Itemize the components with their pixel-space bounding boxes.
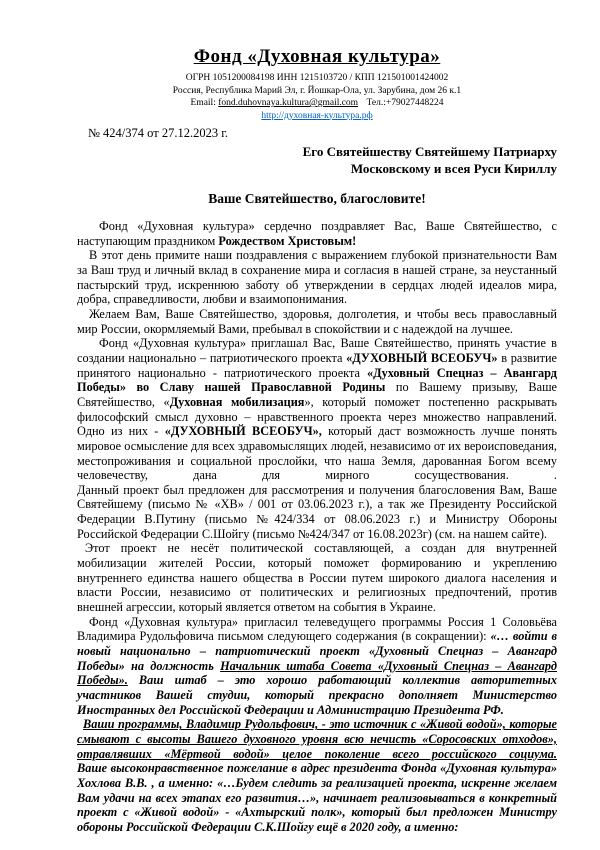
text-segment: В этот день примите наши поздравления с выражением глубокой признательности Вам за Ваш труд и личный вклад в сохранение мира и согласия в нашей стране, за неустанный пастырский труд, искреннюю заботу об утверждении в сердцах людей идеалов мира, добра, справедливости, любви и взаимопонимания. (77, 248, 557, 307)
paragraph (77, 761, 557, 834)
phone-number: Тел.:+79027448224 (366, 98, 444, 108)
email-link[interactable]: fond.duhovnaya.kultura@gmail.com (218, 98, 359, 108)
text-segment: Данный проект был предложен для рассмотрения и получения благословения Вам, Ваше Святейшему (письмо № «ХВ» / 001 от 03.06.2023 г.), а так же Президенту Российской Федерации В.Путину (письмо №424/334 от 08.06.2023 г.) и Министру Обороны Российской Федерации С.Шойгу (письмо №424/347 от 16.08.2023г) (см. на нашем сайте). (77, 482, 557, 541)
ref-number: № 424/374 от 27.12.2023 г. (88, 126, 229, 140)
addressee-line: Его Святейшеству Святейшему Патриарху (302, 144, 557, 159)
text-segment: Этот проект не несёт политической составляющей, а создан для внутренней мобилизации жителей России, который поможет формированию и укреплению внутреннего единства нашего общества в России путем широкого диалога населения и власти России, независимо от политических и религиозных предпочтений, против внешней агрессии, который является ответом на события в Украине. (77, 541, 557, 615)
email-label: Email: (190, 98, 216, 108)
addressee-line: Московскому и всея Руси Кириллу (350, 160, 557, 176)
text-segment: Желаем Вам, Ваше Святейшество, здоровья, долголетия, и чтобы весь православный мир России, окормляемый Вами, пребывал в спокойствии и с надеждой на лучшее. (77, 306, 557, 336)
text-segment: Ваш штаб – это хорошо работающий коллектив авторитетных участников Вашей студии, который прекрасно дополняет Министерство Иностранных дел Российской Федерации и Администрацию Президента РФ. (77, 673, 557, 717)
org-registration: ОГРН 1051200084198 ИНН 1215103720 / КПП 121501001424002 (185, 73, 449, 83)
text-segment: Фонд «Духовная культура» приглашал Вас, Ваше Святейшество, принять участие в создании национально – патриотического проекта (77, 336, 557, 365)
org-title: Фонд «Духовная культура» (193, 46, 441, 67)
paragraph (77, 615, 557, 718)
text-segment: «ДУХОВНЫЙ ВСЕОБУЧ» (346, 350, 498, 365)
org-address: Россия, Республика Марий Эл, г. Йошкар-Ола, ул. Зарубина, дом 26 к.1 (172, 85, 462, 96)
text-segment: Начальник штаба Совета «Духовный Спецназ – Авангард Победы». (77, 658, 557, 688)
letter-body (77, 219, 557, 835)
text-segment: Ваше высоконравственное пожелание в адрес президента Фонда «Духовная культура» Хохлова В.В. , а именно: «…Будем следить за реализацией проекта, искренне желаем Вам удачи на всех этапах его развития…», начинает реализовываться в конкретный проект с «Живой водой» - «Ахтырский полк», который был предложен Министру обороны Российской Федерации С.К.Шойгу ещё в 2020 году, а именно: (77, 761, 557, 834)
text-segment: по Вашему призыву, Ваше Святейшество, « (77, 380, 558, 409)
text-segment: Духовная мобилизация (169, 394, 305, 409)
org-contact (77, 97, 557, 110)
text-segment: », который поможет постепенно раскрывать философский смысл духовно – нравственного проекта через множество направлений. Одно из них - (77, 394, 557, 439)
paragraph (77, 248, 557, 307)
text-segment: «Духовный Спецназ – Авангард Победы» во Славу нашей Православной Родины (77, 365, 557, 395)
text-segment: который даст возможность лучше понять мировое осмысление для всех здравомыслящих людей, независимо от их вероисповедания, местопроживания и социальной прослойки, что наша Земля, дарованная Богом всему человечеству, дана для мирного сосуществования. . (77, 424, 557, 483)
paragraph (77, 541, 557, 614)
text-segment: в развитие принятого национально - патриотического проекта (77, 350, 557, 380)
paragraph (77, 307, 557, 336)
paragraph (77, 219, 557, 248)
addressee-block (77, 144, 557, 177)
paragraph (77, 483, 557, 542)
text-segment: Рождеством Христовым! (218, 233, 357, 248)
text-segment: Фонд «Духовная культура» пригласил телеведущего программы Россия 1 Соловьёва Владимира Рудольфовича письмом следующего содержания (в сокращении): (77, 614, 557, 644)
text-segment: Ваши программы, Владимир Рудольфович, - это источник с «Живой водой», которые смывают с высоты Вашего духовного уровня всю нечисть «Соросовских отходов», отравлявших «Мёртвой водой» целое поколение всего российского социума. (77, 717, 557, 761)
text-segment: Фонд «Духовная культура» сердечно поздравляет Вас, Ваше Святейшество, с наступающим праздником (77, 219, 557, 248)
text-segment: «ДУХОВНЫЙ ВСЕОБУЧ», (164, 424, 322, 439)
paragraph (77, 336, 557, 483)
salutation: Ваше Святейшество, благословите! (208, 191, 426, 206)
website-link[interactable]: http://духовная-культура.рф (261, 110, 373, 121)
text-segment: «… войти в новый национально – патриотический проект «Духовный Спецназ – Авангард Победы» на должность (77, 629, 558, 673)
paragraph (77, 717, 557, 761)
letterhead (77, 46, 557, 122)
